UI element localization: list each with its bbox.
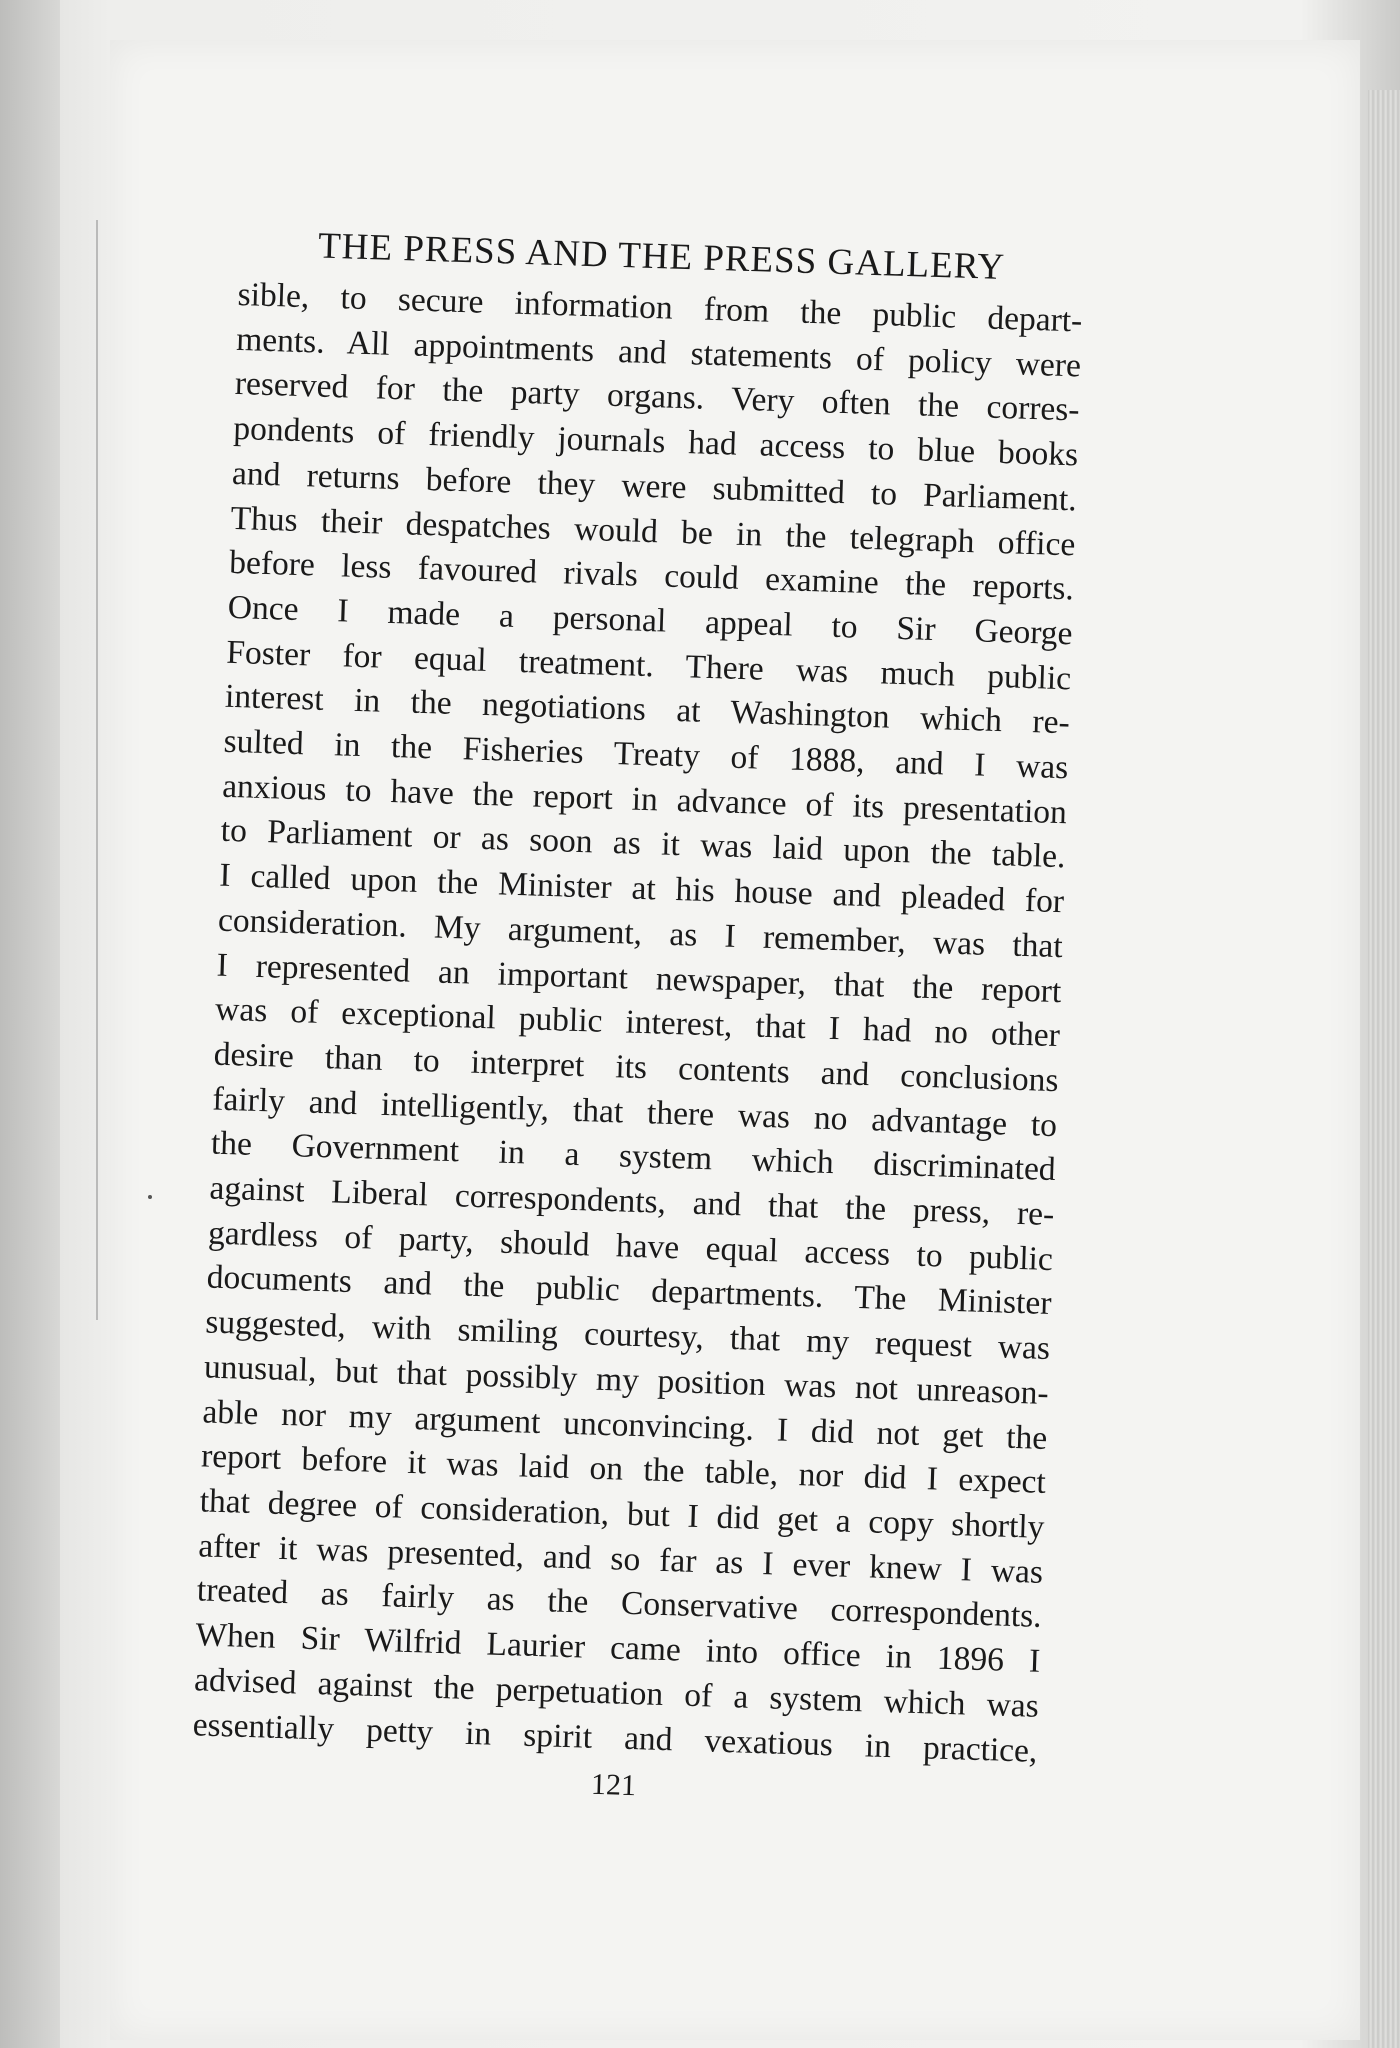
text-line: I represented an important newspaper, that the report [216, 946, 1062, 1010]
page-edge-shadow [96, 220, 98, 1320]
left-page-gutter [0, 0, 60, 2048]
text-line: to Parliament or as soon as it was laid upon the table. [220, 812, 1067, 876]
text-line: documents and the public departments. The Minister [206, 1258, 1052, 1323]
text-line: suggested, with smiling courtesy, that my request was [204, 1303, 1051, 1368]
text-line: sulted in the Fisheries Treaty of 1888, and I was [223, 722, 1069, 787]
text-line: Thus their despatches would be in the telegraph office [230, 499, 1076, 563]
text-line: advised against the perpetuation of a system which was [193, 1661, 1040, 1725]
text-line: against Liberal correspondents, and that the press, re- [209, 1169, 1055, 1234]
text-line: Once I made a personal appeal to Sir George [227, 588, 1074, 653]
text-line: essentially petty in spirit and vexatious in practice, [192, 1705, 1038, 1770]
text-line: anxious to have the report in advance of its presentation [221, 767, 1068, 831]
text-line: I called upon the Minister at his house and pleaded for [218, 856, 1065, 921]
text-line: before less favoured rivals could examine the reports. [228, 544, 1075, 608]
text-line: report before it was laid on the table, nor did I expect [200, 1437, 1047, 1502]
text-line: after it was presented, and so far as I ever knew I was [197, 1527, 1044, 1591]
text-line: sible, to secure information from the public depart- [237, 275, 1083, 340]
text-line: that degree of consideration, but I did get a copy shortly [199, 1482, 1045, 1546]
scan-speck [148, 1195, 152, 1199]
text-line: treated as fairly as the Conservative correspondents. [196, 1571, 1043, 1636]
text-line: gardless of party, should have equal access to public [207, 1214, 1054, 1278]
text-line: When Sir Wilfrid Laurier came into office in 1896 I [195, 1616, 1041, 1680]
text-line: and returns before they were submitted to Parliament. [231, 454, 1078, 519]
text-line: pondents of friendly journals had access to blue books [232, 410, 1079, 474]
body-paragraph [192, 273, 1083, 1774]
page-number: 121 [590, 1768, 637, 1803]
text-line: Foster for equal treatment. There was much public [225, 633, 1072, 697]
text-line: unusual, but that possibly my position was not unreason- [203, 1348, 1050, 1412]
running-head: THE PRESS AND THE PRESS GALLERY [317, 225, 1006, 289]
text-line: desire than to interpret its contents and conclusions [213, 1035, 1060, 1100]
text-block [191, 222, 1085, 1816]
text-line: the Government in a system which discriminated [210, 1124, 1057, 1189]
text-line: reserved for the party organs. Very often the corres- [234, 365, 1081, 429]
text-line: ments. All appointments and statements of policy were [235, 320, 1082, 385]
text-line: consideration. My argument, as I remember, was that [217, 901, 1064, 966]
text-line: able nor my argument unconvincing. I did not get the [202, 1393, 1048, 1457]
text-line: interest in the negotiations at Washington which re- [224, 678, 1071, 742]
text-line: fairly and intelligently, that there was no advantage to [211, 1080, 1058, 1144]
text-line: was of exceptional public interest, that I had no other [214, 990, 1061, 1055]
page-stack-edge [1368, 90, 1400, 2048]
